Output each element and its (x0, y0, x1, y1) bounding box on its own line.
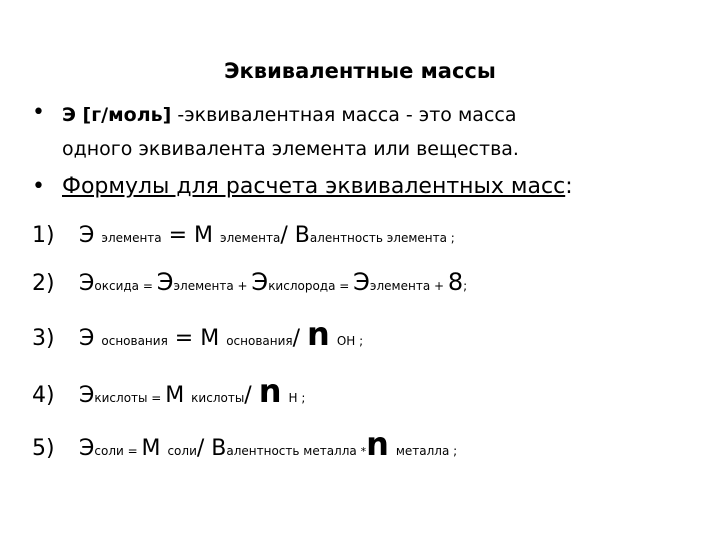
formula-term: = M (167, 326, 227, 351)
formula-subscript: элемента + (369, 279, 448, 293)
formula-term: / В (196, 436, 227, 461)
formula-term: Э (156, 268, 174, 296)
bullet-definition-text (62, 98, 519, 166)
formula-row-1 (32, 220, 455, 254)
formula-term: Э (79, 271, 95, 296)
formula-subscript: кислоты = (94, 391, 166, 405)
formula-term: Э (251, 268, 269, 296)
formula-number: 5) (32, 436, 55, 461)
formula-number: 2) (32, 271, 55, 296)
formula-subscript: OH ; (336, 334, 364, 348)
formula-subscript: соли = (94, 444, 142, 458)
definition-line2: одного эквивалента элемента или вещества. (62, 138, 519, 160)
formula-number: 1) (32, 223, 55, 248)
formula-row-4 (32, 372, 306, 414)
formula-term: Э (353, 268, 370, 296)
formulas-heading-text: Формулы для расчета эквивалентных масс (62, 174, 566, 199)
formula-term: / (292, 326, 308, 351)
formula-term: n (258, 372, 282, 410)
formula-row-2 (32, 266, 467, 302)
formula-term: Э (79, 383, 95, 408)
bullet-dot-icon: • (32, 100, 45, 125)
formula-number: 3) (32, 326, 55, 351)
formula-term: / В (280, 223, 310, 248)
formula-term: n (307, 315, 330, 353)
formula-subscript: элемента + (173, 279, 252, 293)
formula-term: = M (161, 223, 221, 248)
formula-term: n (366, 425, 389, 463)
formula-term: M (165, 383, 192, 408)
definition-line1: -эквивалентная масса - это масса (171, 104, 517, 126)
formula-term: 8 (447, 268, 464, 296)
formula-number: 4) (32, 383, 55, 408)
formula-term: M (141, 436, 168, 461)
formula-term: Э (79, 223, 95, 248)
formula-subscript: соли (167, 444, 197, 458)
formula-subscript: основания (226, 334, 293, 348)
formula-subscript: основания (101, 334, 168, 348)
formula-term: Э (79, 436, 95, 461)
formulas-heading-colon: : (565, 174, 573, 199)
bullet-dot-icon: • (32, 174, 45, 199)
formula-subscript: алентность металла (226, 444, 361, 458)
formula-subscript: оксида = (94, 279, 157, 293)
slide-title: Эквивалентные массы (224, 59, 496, 83)
formula-subscript: металла ; (395, 444, 458, 458)
formula-subscript: алентность элемента ; (309, 231, 455, 245)
definition-symbol: Э [г/моль] (62, 104, 172, 126)
formula-subscript: кислорода = (268, 279, 354, 293)
formula-row-5 (32, 425, 458, 468)
formulas-heading (62, 172, 573, 202)
formula-subscript: элемента (220, 231, 281, 245)
formula-term: / (244, 383, 259, 408)
formula-term: Э (79, 326, 95, 351)
formula-subscript: ; (463, 279, 468, 293)
formula-subscript: H ; (288, 391, 306, 405)
formula-row-3 (32, 315, 364, 357)
formula-subscript: кислоты (191, 391, 245, 405)
formula-subscript: * (360, 445, 367, 458)
formula-subscript: элемента (101, 231, 162, 245)
